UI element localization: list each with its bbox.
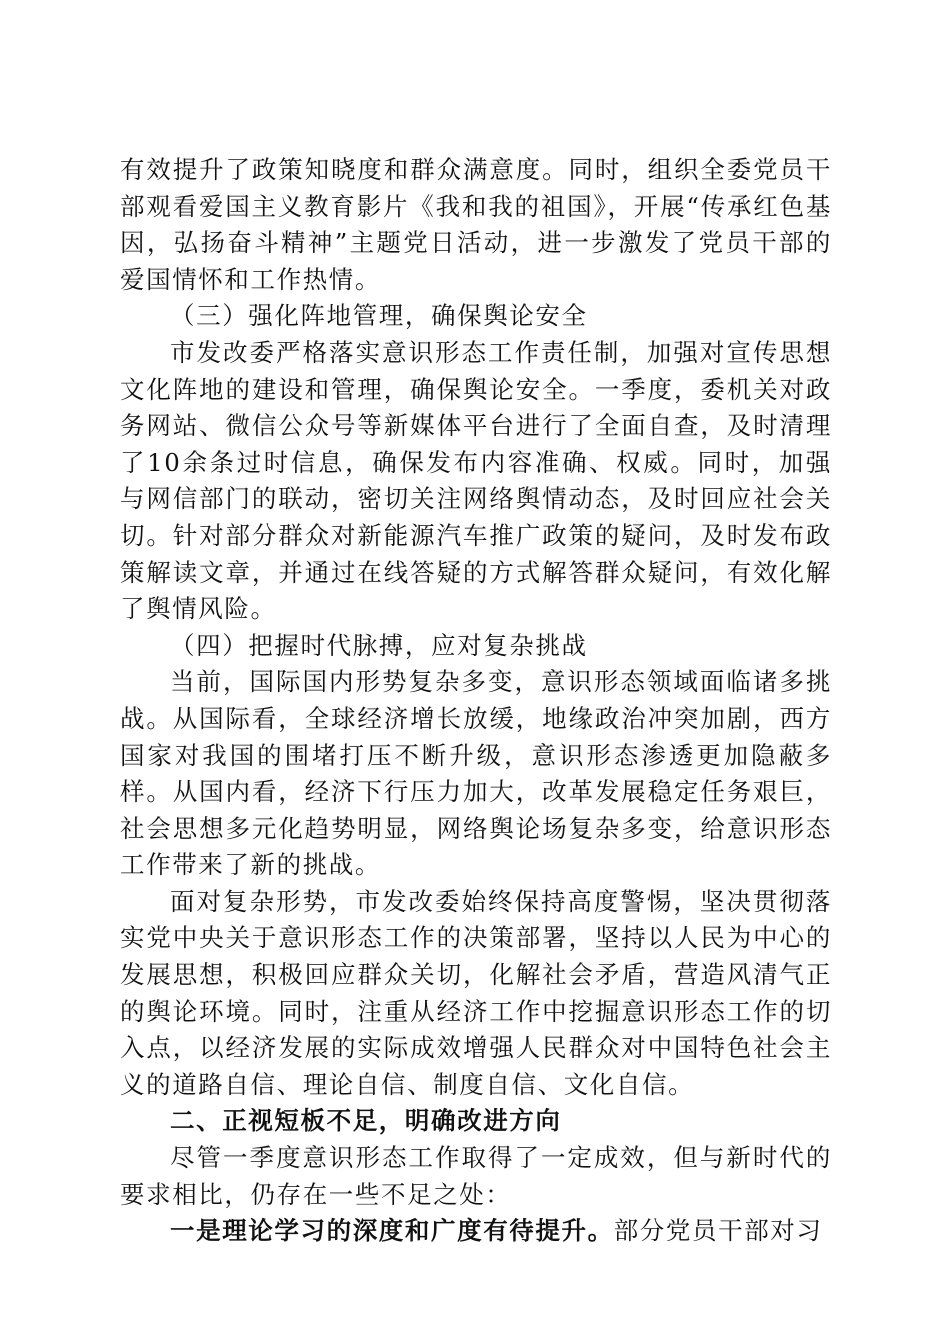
section-heading-3: （三）强化阵地管理，确保舆论安全 <box>170 301 588 331</box>
paragraph-position-management: 市发改委严格落实意识形态工作责任制，加强对宣传思想文化阵地的建设和管理，确保舆论安全。一季度，委机关对政务网站、微信公众号等新媒体平台进行了全面自查，及时清理了10余条过时信息，确保发布内容准确、权威。同时，加强与网信部门的联动，密切关注网络舆情动态，及时回应社会关切。针对部分群众对新能源汽车推广政策的疑问，及时发布政策解读文章，并通过在线答疑的方式解答群众疑问，有效化解了舆情风险。 <box>120 337 832 624</box>
first-shortcoming-text: 部分党员干部对习 <box>613 1216 823 1246</box>
chapter-heading-2: 二、正视短板不足，明确改进方向 <box>170 1106 562 1136</box>
section-heading-4: （四）把握时代脉搏，应对复杂挑战 <box>170 630 588 660</box>
first-shortcoming-title: 一是理论学习的深度和广度有待提升。 <box>170 1216 614 1246</box>
document-page <box>120 152 832 1250</box>
paragraph-first-shortcoming <box>120 1213 832 1250</box>
paragraph-current-situation: 当前，国际国内形势复杂多变，意识形态领域面临诸多挑战。从国际看，全球经济增长放缓，地缘政治冲突加剧，西方国家对我国的围堵打压不断升级，意识形态渗透更加隐蔽多样。从国内看，经济下行压力加大，改革发展稳定任务艰巨，社会思想多元化趋势明显，网络舆论场复杂多变，给意识形态工作带来了新的挑战。 <box>120 667 832 880</box>
paragraph-intro-continuation: 有效提升了政策知晓度和群众满意度。同时，组织全委党员干部观看爱国主义教育影片《我和我的祖国》，开展“传承红色基因，弘扬奋斗精神”主题党日活动，进一步激发了党员干部的爱国情怀和工作热情。 <box>120 155 832 294</box>
paragraph-shortcomings-intro: 尽管一季度意识形态工作取得了一定成效，但与新时代的要求相比，仍存在一些不足之处： <box>120 1143 832 1209</box>
paragraph-response: 面对复杂形势，市发改委始终保持高度警惕，坚决贯彻落实党中央关于意识形态工作的决策部署，坚持以人民为中心的发展思想，积极回应群众关切，化解社会矛盾，营造风清气正的舆论环境。同时，注重从经济工作中挖掘意识形态工作的切入点，以经济发展的实际成效增强人民群众对中国特色社会主义的道路自信、理论自信、制度自信、文化自信。 <box>120 886 832 1099</box>
